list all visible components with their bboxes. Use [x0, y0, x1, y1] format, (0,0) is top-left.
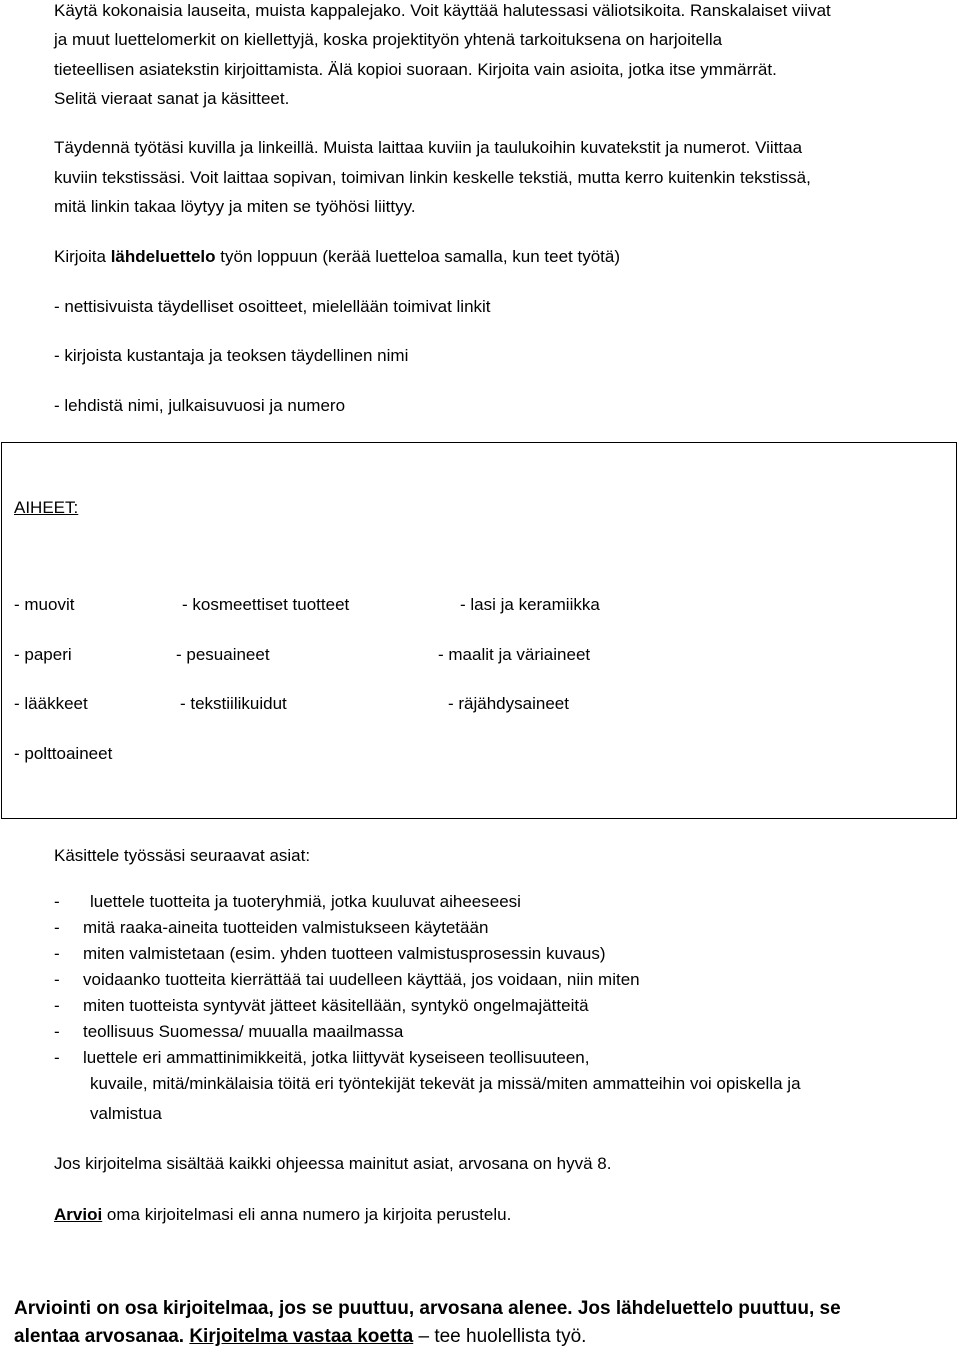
topic-item: - räjähdysaineet	[448, 694, 569, 713]
intro-line-4: Selitä vieraat sanat ja käsitteet.	[54, 89, 290, 108]
topic-item: - maalit ja väriaineet	[438, 645, 591, 664]
intro-line-3: tieteellisen asiatekstin kirjoittamista. Älä kopioi suoraan. Kirjoita vain asioita, jotka itse ymmärrät.	[54, 60, 777, 79]
sources-item-books: - kirjoista kustantaja ja teoksen täydellinen nimi	[54, 346, 409, 365]
sources-bold-term: lähdeluettelo	[110, 247, 216, 266]
sources-prefix: Kirjoita	[54, 247, 111, 266]
grade-note: Jos kirjoitelma sisältää kaikki ohjeessa mainitut asiat, arvosana on hyvä 8.	[54, 1154, 612, 1173]
sources-intro	[54, 247, 620, 267]
task-dash: -	[54, 918, 60, 937]
sources-item-web: - nettisivuista täydelliset osoitteet, mielellään toimivat linkit	[54, 297, 491, 316]
task-dash: -	[54, 892, 60, 911]
topics-box	[1, 442, 957, 819]
topic-item: - pesuaineet	[176, 645, 270, 664]
sources-suffix: työn loppuun (kerää luetteloa samalla, kun teet työtä)	[215, 247, 621, 266]
task-item: luettele eri ammattinimikkeitä, jotka liittyvät kyseiseen teollisuuteen,	[83, 1048, 590, 1067]
task-dash: -	[54, 944, 60, 963]
intro-line-1: Käytä kokonaisia lauseita, muista kappalejako. Voit käyttää halutessasi väliotsikoita. Ranskalaiset viivat	[54, 1, 831, 20]
topic-item: - paperi	[14, 645, 72, 664]
task-item: luettele tuotteita ja tuoteryhmiä, jotka kuuluvat aiheeseesi	[90, 892, 521, 911]
task-item: mitä raaka-aineita tuotteiden valmistukseen käytetään	[83, 918, 489, 937]
evaluate-rest: oma kirjoitelmasi eli anna numero ja kirjoita perustelu.	[102, 1205, 512, 1224]
intro-line-2: ja muut luettelomerkit on kiellettyjä, koska projektityön yhtenä tarkoituksena on harjoitella	[54, 30, 723, 49]
task-dash: -	[54, 1022, 60, 1041]
final-note-part-b: – tee huolellista työ.	[413, 1326, 587, 1347]
evaluate-line	[54, 1205, 511, 1225]
evaluate-underlined: Arvioi	[54, 1205, 103, 1224]
topic-item: - lääkkeet	[14, 694, 88, 713]
task-continuation: kuvaile, mitä/minkälaisia töitä eri työntekijät tekevät ja missä/miten ammatteihin voi opiskella ja	[90, 1074, 801, 1093]
images-line-1: Täydennä työtäsi kuvilla ja linkeillä. Muista laittaa kuviin ja taulukoihin kuvatekstit ja numerot. Viittaa	[54, 138, 803, 157]
task-item: miten tuotteista syntyvät jätteet käsitellään, syntykö ongelmajätteitä	[83, 996, 589, 1015]
topic-item: - lasi ja keramiikka	[460, 595, 600, 614]
task-item: miten valmistetaan (esim. yhden tuotteen valmistusprosessin kuvaus)	[83, 944, 606, 963]
task-dash: -	[54, 970, 60, 989]
images-line-3: mitä linkin takaa löytyy ja miten se työhösi liittyy.	[54, 197, 416, 216]
task-dash: -	[54, 996, 60, 1015]
topic-item: - kosmeettiset tuotteet	[182, 595, 350, 614]
topic-item: - polttoaineet	[14, 744, 113, 763]
task-dash: -	[54, 1048, 60, 1067]
task-item: voidaanko tuotteita kierrättää tai uudelleen käyttää, jos voidaan, niin miten	[83, 970, 640, 989]
images-line-2: kuviin tekstissäsi. Voit laittaa sopivan, toimivan linkin keskelle tekstiä, mutta kerro kuitenkin tekstissä,	[54, 168, 811, 187]
sources-item-magazines: - lehdistä nimi, julkaisuvuosi ja numero	[54, 396, 346, 415]
final-note-part-a: alentaa arvosanaa.	[14, 1326, 190, 1347]
final-note-underlined: Kirjoitelma vastaa koetta	[189, 1326, 414, 1347]
topic-item: - muovit	[14, 595, 75, 614]
final-note-line-1: Arviointi on osa kirjoitelmaa, jos se puuttuu, arvosana alenee. Jos lähdeluettelo puuttuu, se	[14, 1298, 841, 1319]
tasks-intro: Käsittele työssäsi seuraavat asiat:	[54, 846, 311, 865]
task-item: teollisuus Suomessa/ muualla maailmassa	[83, 1022, 404, 1041]
topics-heading: AIHEET:	[14, 498, 79, 517]
final-note-line-2	[14, 1325, 586, 1349]
task-continuation: valmistua	[90, 1104, 162, 1123]
topic-item: - tekstiilikuidut	[180, 694, 287, 713]
